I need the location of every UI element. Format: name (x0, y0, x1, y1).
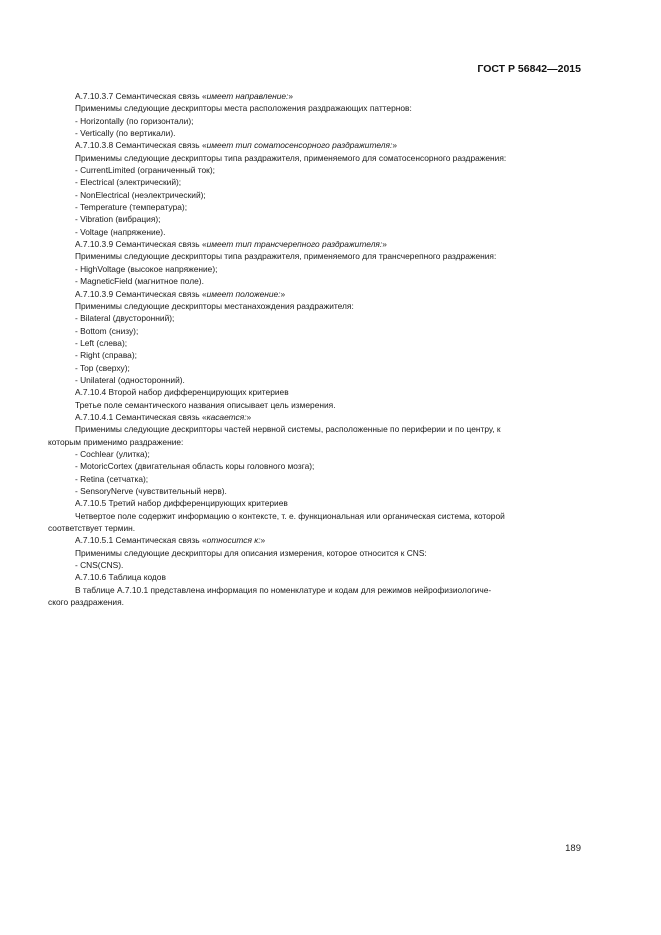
text-line (75, 497, 583, 509)
line-text: - Right (справа); (75, 350, 137, 361)
text-line (75, 127, 583, 139)
line-prefix: А.7.10.5.1 Семантическая связь « (75, 535, 207, 546)
standard-designation: ГОСТ Р 56842—2015 (477, 63, 581, 75)
text-line (75, 164, 583, 176)
text-line (75, 448, 583, 460)
text-line (75, 362, 583, 374)
line-suffix: » (246, 411, 252, 422)
text-line (75, 312, 583, 324)
line-prefix: А.7.10.3.8 Семантическая связь « (75, 140, 207, 151)
semantic-relation-name: имеет направление: (206, 91, 289, 101)
text-line (75, 300, 583, 312)
line-text: - CurrentLimited (ограниченный ток); (75, 165, 215, 176)
semantic-relation-name: касается: (206, 411, 247, 422)
line-text: Применимы следующие дескрипторы типа раздражителя, применяемого для соматосенсорного раздражения: (75, 152, 507, 163)
line-text: - Top (сверху); (75, 362, 130, 373)
text-line (75, 374, 583, 386)
line-text: - Vibration (вибрация); (75, 214, 161, 225)
text-line (75, 584, 583, 596)
page-number: 189 (565, 843, 581, 854)
text-line (75, 176, 583, 188)
line-prefix: А.7.10.4.1 Семантическая связь « (75, 411, 207, 422)
text-line (75, 337, 583, 349)
line-text: - SensoryNerve (чувствительный нерв). (75, 486, 227, 496)
text-line (75, 325, 583, 337)
line-text: - Vertically (по вертикали). (75, 128, 176, 139)
line-text: Применимы следующие дескрипторы места расположения раздражающих паттернов: (75, 103, 412, 114)
text-line (48, 522, 583, 534)
line-text: ского раздражения. (48, 597, 124, 608)
text-line (75, 571, 583, 583)
text-line (75, 460, 583, 472)
line-text: - Cochlear (улитка); (75, 448, 150, 459)
text-line (75, 349, 583, 361)
text-line (48, 596, 583, 608)
line-prefix: А.7.10.3.9 Семантическая связь « (75, 239, 207, 250)
text-line (48, 436, 583, 448)
text-line (75, 139, 583, 151)
line-prefix: А.7.10.3.9 Семантическая связь « (75, 288, 207, 299)
line-text: А.7.10.5 Третий набор дифференцирующих критериев (75, 498, 288, 509)
line-text: - Bottom (снизу); (75, 325, 139, 336)
document-body (48, 90, 583, 608)
text-line (75, 534, 583, 546)
text-line (75, 288, 583, 300)
semantic-relation-name: имеет тип соматосенсорного раздражителя: (206, 140, 393, 151)
text-line (75, 226, 583, 238)
line-text: которым применимо раздражение: (48, 436, 184, 447)
text-line (75, 547, 583, 559)
text-line (75, 559, 583, 571)
text-line (75, 115, 583, 127)
line-text: - CNS(CNS). (75, 560, 124, 571)
line-suffix: » (280, 288, 286, 299)
text-line (75, 213, 583, 225)
text-line (75, 250, 583, 262)
semantic-relation-name: относится к: (206, 535, 261, 546)
text-line (75, 189, 583, 201)
line-text: Применимы следующие дескрипторы частей нервной системы, расположенные по периферии и по центру, к (75, 424, 501, 435)
text-line (75, 411, 583, 423)
line-text: Четвертое поле содержит информацию о контексте, т. е. функциональная или органическая система, которой (75, 510, 505, 521)
text-line (75, 485, 583, 497)
text-line (75, 152, 583, 164)
line-text: соответствует термин. (48, 523, 136, 534)
text-line (75, 201, 583, 213)
text-line (75, 90, 583, 102)
line-text: - HighVoltage (высокое напряжение); (75, 263, 218, 274)
semantic-relation-name: имеет тип трансчерепного раздражителя: (206, 239, 383, 250)
line-text: - Unilateral (односторонний). (75, 374, 185, 385)
semantic-relation-name: имеет положение: (206, 288, 281, 299)
line-text: - Bilateral (двусторонний); (75, 313, 175, 324)
line-text: Третье поле семантического названия описывает цель измерения. (75, 399, 336, 410)
line-suffix: » (382, 239, 387, 250)
line-text: - MotoricCortex (двигательная область коры головного мозга); (75, 461, 315, 472)
text-line (75, 263, 583, 275)
line-suffix: » (288, 91, 294, 101)
line-text: Применимы следующие дескрипторы для описания измерения, которое относится к CNS: (75, 547, 427, 558)
line-text: - NonElectrical (неэлектрический); (75, 189, 206, 200)
text-line (75, 238, 583, 250)
text-line (75, 386, 583, 398)
text-line (75, 399, 583, 411)
text-line (75, 275, 583, 287)
line-suffix: » (392, 140, 397, 151)
line-text: - Retina (сетчатка); (75, 473, 149, 484)
line-text: - Horizontally (по горизонтали); (75, 115, 194, 126)
text-line (75, 473, 583, 485)
text-line (75, 102, 583, 114)
line-text: В таблице А.7.10.1 представлена информация по номенклатуре и кодам для режимов нейрофизиологиче- (75, 584, 492, 595)
line-text: А.7.10.4 Второй набор дифференцирующих критериев (75, 387, 289, 398)
line-text: А.7.10.6 Таблица кодов (75, 572, 166, 583)
line-text: Применимы следующие дескрипторы типа раздражителя, применяемого для трансчерепного раздражения: (75, 251, 497, 262)
line-text: - Electrical (электрический); (75, 177, 182, 188)
line-prefix: А.7.10.3.7 Семантическая связь « (75, 91, 207, 101)
text-line (75, 423, 583, 435)
line-text: - MagneticField (магнитное поле). (75, 276, 204, 287)
line-text: - Voltage (напряжение). (75, 226, 166, 237)
line-text: - Temperature (температура); (75, 202, 188, 213)
text-line (75, 510, 583, 522)
line-suffix: » (260, 535, 266, 546)
line-text: - Left (слева); (75, 337, 128, 348)
line-text: Применимы следующие дескрипторы местанахождения раздражителя: (75, 300, 354, 311)
